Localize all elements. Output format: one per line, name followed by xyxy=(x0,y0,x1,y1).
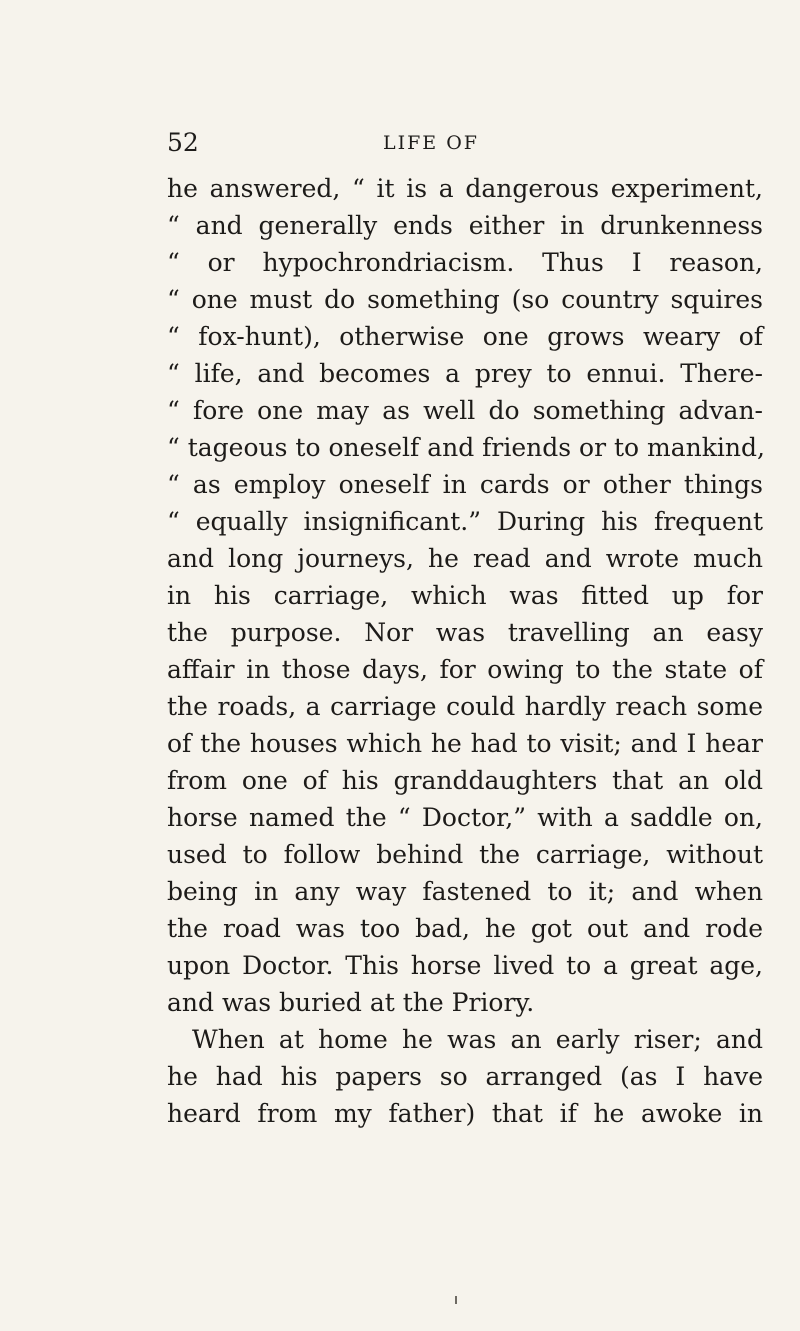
text-line: used to follow behind the carriage, without xyxy=(167,840,763,869)
text-line: he had his papers so arranged (as I have xyxy=(167,1062,763,1091)
running-head xyxy=(167,128,763,162)
text-line: “ tageous to oneself and friends or to mankind, xyxy=(167,433,765,462)
text-line: in his carriage, which was fitted up for xyxy=(167,581,763,610)
text-line: he answered, “ it is a dangerous experiment, xyxy=(167,174,763,203)
text-line: “ one must do something (so country squires xyxy=(167,285,763,314)
page-number: 52 xyxy=(167,128,199,157)
text-line: “ fore one may as well do something advan- xyxy=(167,396,763,425)
text-line: “ as employ oneself in cards or other things xyxy=(167,470,763,499)
text-line: horse named the “ Doctor,” with a saddle on, xyxy=(167,803,763,832)
text-line: “ or hypochrondriacism. Thus I reason, xyxy=(167,248,763,277)
text-line: affair in those days, for owing to the state of xyxy=(167,655,763,684)
paragraph-end-line: and was buried at the Priory. xyxy=(167,988,535,1017)
text-line: being in any way fastened to it; and when xyxy=(167,877,763,906)
text-line: “ and generally ends either in drunkenness xyxy=(167,211,763,240)
body-text xyxy=(167,170,763,1132)
text-line: and long journeys, he read and wrote much xyxy=(167,544,763,573)
text-line: the road was too bad, he got out and rode xyxy=(167,914,763,943)
text-line: “ life, and becomes a prey to ennui. There- xyxy=(167,359,763,388)
stray-ink-mark xyxy=(455,1296,457,1304)
text-line: the roads, a carriage could hardly reach some xyxy=(167,692,763,721)
paragraph-start-line: When at home he was an early riser; and xyxy=(192,1025,763,1054)
text-line: upon Doctor. This horse lived to a great age, xyxy=(167,951,763,980)
text-line: “ fox-hunt), otherwise one grows weary of xyxy=(167,322,763,351)
text-line: of the houses which he had to visit; and I hear xyxy=(167,729,763,758)
text-line: from one of his granddaughters that an old xyxy=(167,766,763,795)
running-title: LIFE OF xyxy=(383,132,479,154)
text-line: heard from my father) that if he awoke in xyxy=(167,1099,763,1128)
text-line: the purpose. Nor was travelling an easy xyxy=(167,618,763,647)
text-line: “ equally insignificant.” During his frequent xyxy=(167,507,763,536)
